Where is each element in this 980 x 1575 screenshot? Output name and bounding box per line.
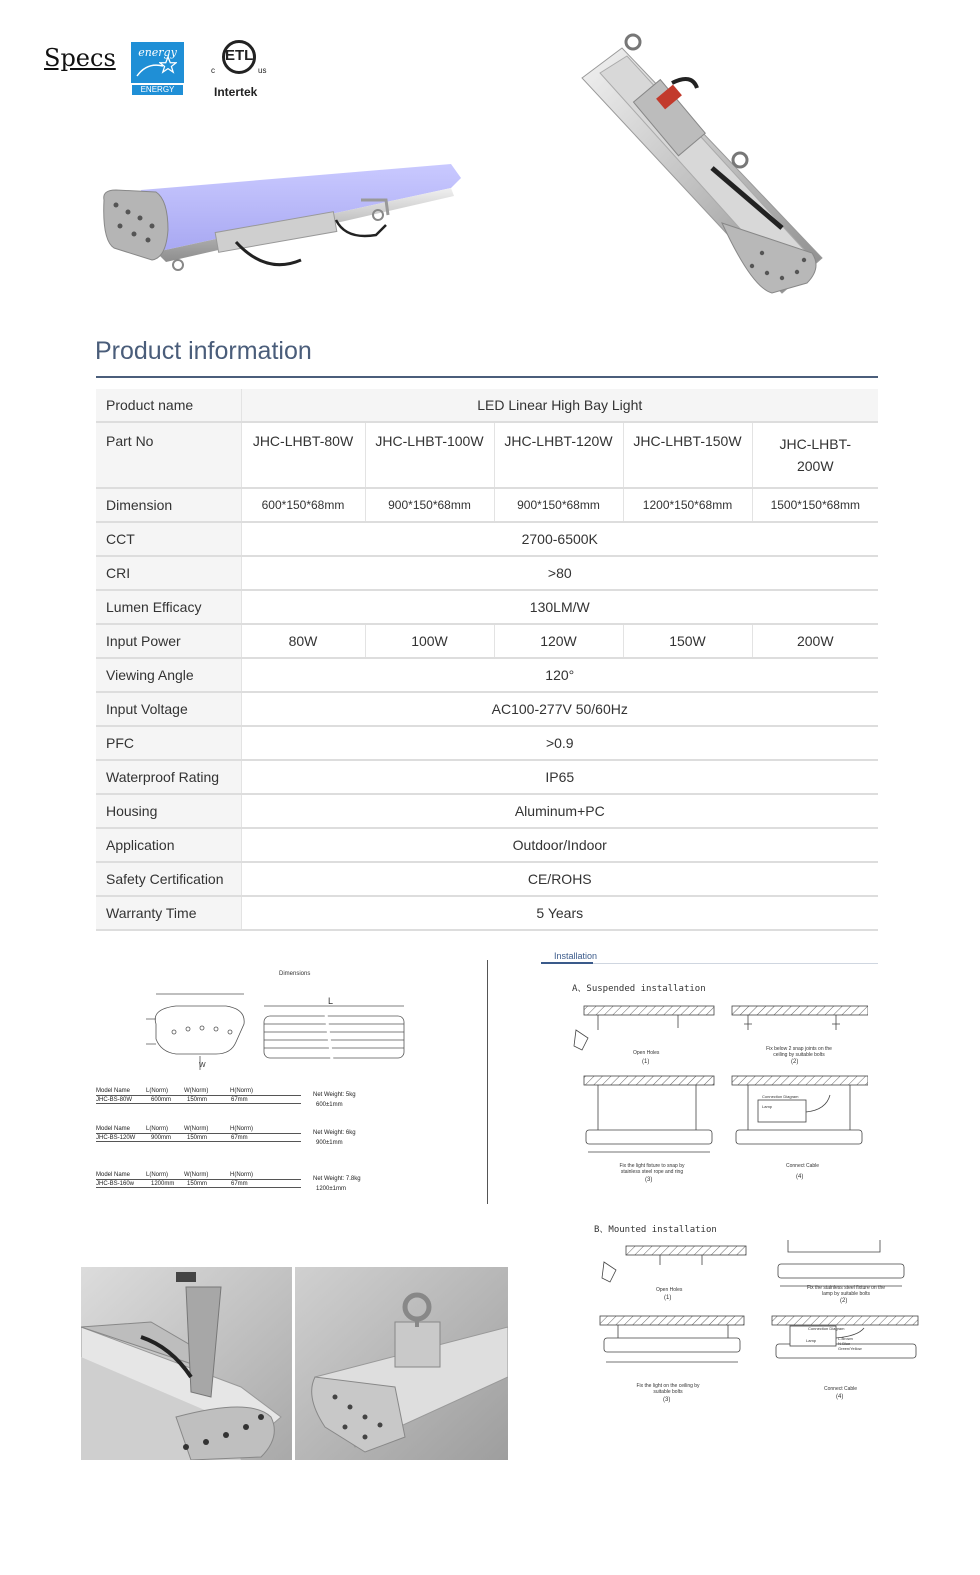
wire-legend	[838, 1336, 862, 1351]
part-no-cell: JHC-LHBT-100W	[365, 422, 494, 488]
step-caption: Fix the stainless steel fixture on the lamp by suitable bolts	[806, 1285, 886, 1297]
length-tolerance: 1200±1mm	[316, 1186, 346, 1192]
header-cell: W(Norm)	[184, 1126, 209, 1132]
model-header	[96, 1172, 301, 1180]
table-row	[96, 862, 878, 896]
row-value: 120°	[241, 658, 878, 692]
step-caption: Connect Cable	[824, 1386, 858, 1392]
row-label: Part No	[96, 422, 241, 488]
etl-ring: ETL	[222, 40, 256, 74]
intertek-name: Intertek	[214, 85, 258, 99]
model-block	[96, 1126, 301, 1142]
model-h: 67mm	[231, 1135, 248, 1141]
table-row-part-no	[96, 422, 878, 488]
dimensions-title: Dimensions	[279, 971, 311, 977]
row-label: PFC	[96, 726, 241, 760]
table-row	[96, 590, 878, 624]
step-number: (3)	[663, 1397, 671, 1403]
part-no-cell: JHC-LHBT-150W	[623, 422, 752, 488]
header-cell: L(Norm)	[146, 1126, 168, 1132]
dimension-w-label: W	[199, 1062, 206, 1069]
energy-star-script: energy	[138, 46, 177, 59]
wire-label: L-Brown	[838, 1336, 853, 1341]
row-label: Safety Certification	[96, 862, 241, 896]
mounted-title: B、Mounted installation	[594, 1225, 717, 1235]
row-value: >0.9	[241, 726, 878, 760]
mounted-installation-diagram	[590, 1240, 920, 1390]
model-header	[96, 1088, 301, 1096]
header-cell: Model Name	[96, 1088, 131, 1094]
table-row	[96, 726, 878, 760]
model-l: 900mm	[151, 1135, 172, 1141]
row-label: Lumen Efficacy	[96, 590, 241, 624]
swoosh-icon	[135, 60, 165, 80]
dimension-l-label: L	[328, 996, 334, 1006]
connection-diagram-label: Connection Diagram	[762, 1094, 799, 1099]
row-label: Input Voltage	[96, 692, 241, 726]
table-row-input-power	[96, 624, 878, 658]
section-divider	[96, 376, 878, 378]
etl-us-mark: us	[258, 66, 267, 75]
model-name: JHC-BS-80W	[96, 1097, 133, 1103]
product-photo-front	[96, 160, 466, 282]
header-cell: Model Name	[96, 1172, 131, 1178]
connection-diagram-label: Connection Diagram	[808, 1326, 845, 1331]
header-cell: W(Norm)	[184, 1172, 209, 1178]
model-block	[96, 1172, 301, 1188]
dimension-cell: 1500*150*68mm	[752, 488, 878, 522]
row-value: 130LM/W	[241, 590, 878, 624]
table-row	[96, 896, 878, 930]
header-cell: H(Norm)	[230, 1126, 253, 1132]
wire-label: Green/Yellow	[838, 1346, 862, 1351]
row-label: Input Power	[96, 624, 241, 658]
row-label: Housing	[96, 794, 241, 828]
specs-heading: Specs	[44, 44, 116, 72]
table-row	[96, 760, 878, 794]
step-number: (2)	[840, 1298, 848, 1304]
step-number: (4)	[836, 1394, 844, 1400]
net-weight: Net Weight: 7.8kg	[313, 1176, 361, 1182]
length-tolerance: 900±1mm	[316, 1140, 343, 1146]
table-row	[96, 692, 878, 726]
suspended-title: A、Suspended installation	[572, 984, 706, 994]
dimensions-sketch	[136, 984, 416, 1074]
input-power-cell: 120W	[494, 624, 623, 658]
model-weight	[313, 1128, 356, 1148]
step-caption: Fix the light on the ceiling by suitable bolts	[636, 1383, 700, 1395]
step-number: (4)	[796, 1174, 804, 1180]
energy-star-logo	[131, 42, 184, 104]
lamp-label: Lamp	[806, 1338, 817, 1343]
table-row	[96, 794, 878, 828]
header-cell: L(Norm)	[146, 1172, 168, 1178]
net-weight: Net Weight: 6kg	[313, 1130, 356, 1136]
bracket-detail-illustration	[81, 1267, 292, 1460]
detail-photo-hook	[295, 1267, 508, 1460]
model-w: 150mm	[187, 1135, 208, 1141]
row-value: 5 Years	[241, 896, 878, 930]
model-l: 1200mm	[151, 1181, 175, 1187]
model-row	[96, 1180, 301, 1188]
model-weight	[313, 1090, 356, 1110]
input-power-cell: 100W	[365, 624, 494, 658]
spec-table	[96, 389, 878, 931]
header-cell: H(Norm)	[230, 1172, 253, 1178]
net-weight: Net Weight: 5kg	[313, 1092, 356, 1098]
model-header	[96, 1126, 301, 1134]
model-name: JHC-BS-160w	[96, 1181, 135, 1187]
model-h: 67mm	[231, 1181, 248, 1187]
table-row-dimension	[96, 488, 878, 522]
table-row	[96, 522, 878, 556]
header-cell: W(Norm)	[184, 1088, 209, 1094]
dimension-cell: 900*150*68mm	[494, 488, 623, 522]
step-caption: Fix below 2 snap joints on the ceiling by suitable bolts	[766, 1046, 832, 1058]
model-w: 150mm	[187, 1181, 208, 1187]
dimension-cell: 900*150*68mm	[365, 488, 494, 522]
model-block	[96, 1088, 301, 1104]
table-row	[96, 828, 878, 862]
dimension-cell: 600*150*68mm	[241, 488, 365, 522]
model-row	[96, 1134, 301, 1142]
table-row-product-name	[96, 389, 878, 422]
part-no-cell: JHC-LHBT-120W	[494, 422, 623, 488]
suspended-installation-diagram	[568, 1000, 868, 1180]
row-label: Dimension	[96, 488, 241, 522]
dimension-cell: 1200*150*68mm	[623, 488, 752, 522]
row-value: Aluminum+PC	[241, 794, 878, 828]
model-l: 600mm	[151, 1097, 172, 1103]
section-title: Product information	[95, 337, 312, 365]
wire-label: N-Blue	[838, 1341, 851, 1346]
row-value: CE/ROHS	[241, 862, 878, 896]
row-value: AC100-277V 50/60Hz	[241, 692, 878, 726]
table-row	[96, 556, 878, 590]
step-number: (1)	[664, 1295, 672, 1301]
hook-detail-illustration	[295, 1267, 508, 1460]
step-caption: Connect Cable	[786, 1163, 820, 1169]
energy-star-bar	[131, 83, 184, 104]
step-caption: Open Holes	[633, 1050, 660, 1056]
header-cell: L(Norm)	[146, 1088, 168, 1094]
row-label: Viewing Angle	[96, 658, 241, 692]
linear-high-bay-top-illustration	[572, 28, 824, 298]
energy-star-label: ENERGY STAR	[132, 85, 183, 95]
row-value: LED Linear High Bay Light	[241, 389, 878, 422]
row-value: 2700-6500K	[241, 522, 878, 556]
product-photo-top	[572, 28, 824, 298]
step-caption: Fix the light fixture to snap by stainless steel rope and ring	[619, 1163, 685, 1175]
etl-c-mark: c	[211, 66, 215, 75]
row-label: Application	[96, 828, 241, 862]
model-w: 150mm	[187, 1097, 208, 1103]
dimensions-drawing	[96, 958, 488, 1204]
lamp-label: Lamp	[762, 1104, 773, 1109]
input-power-cell: 200W	[752, 624, 878, 658]
row-label: Waterproof Rating	[96, 760, 241, 794]
row-value: Outdoor/Indoor	[241, 828, 878, 862]
installation-rule-accent	[541, 962, 593, 964]
row-label: Warranty Time	[96, 896, 241, 930]
model-name: JHC-BS-120W	[96, 1135, 136, 1141]
step-number: (1)	[642, 1059, 650, 1065]
linear-high-bay-illustration	[96, 160, 466, 282]
header-cell: H(Norm)	[230, 1088, 253, 1094]
detail-photo-bracket	[81, 1267, 292, 1460]
step-number: (2)	[791, 1059, 799, 1065]
model-row	[96, 1096, 301, 1104]
header-cell: Model Name	[96, 1126, 131, 1132]
input-power-cell: 80W	[241, 624, 365, 658]
table-row	[96, 658, 878, 692]
etl-intertek-logo	[208, 40, 272, 100]
length-tolerance: 600±1mm	[316, 1102, 343, 1108]
row-value: IP65	[241, 760, 878, 794]
drawing-divider	[487, 960, 488, 1204]
row-label: Product name	[96, 389, 241, 422]
part-no-cell: JHC-LHBT-80W	[241, 422, 365, 488]
model-h: 67mm	[231, 1097, 248, 1103]
input-power-cell: 150W	[623, 624, 752, 658]
part-no-cell: JHC-LHBT-200W	[752, 422, 878, 488]
model-weight	[313, 1174, 361, 1194]
installation-title: Installation	[554, 951, 598, 961]
row-label: CRI	[96, 556, 241, 590]
row-value: >80	[241, 556, 878, 590]
step-number: (3)	[645, 1177, 653, 1183]
row-label: CCT	[96, 522, 241, 556]
step-caption: Open Holes	[656, 1287, 683, 1293]
